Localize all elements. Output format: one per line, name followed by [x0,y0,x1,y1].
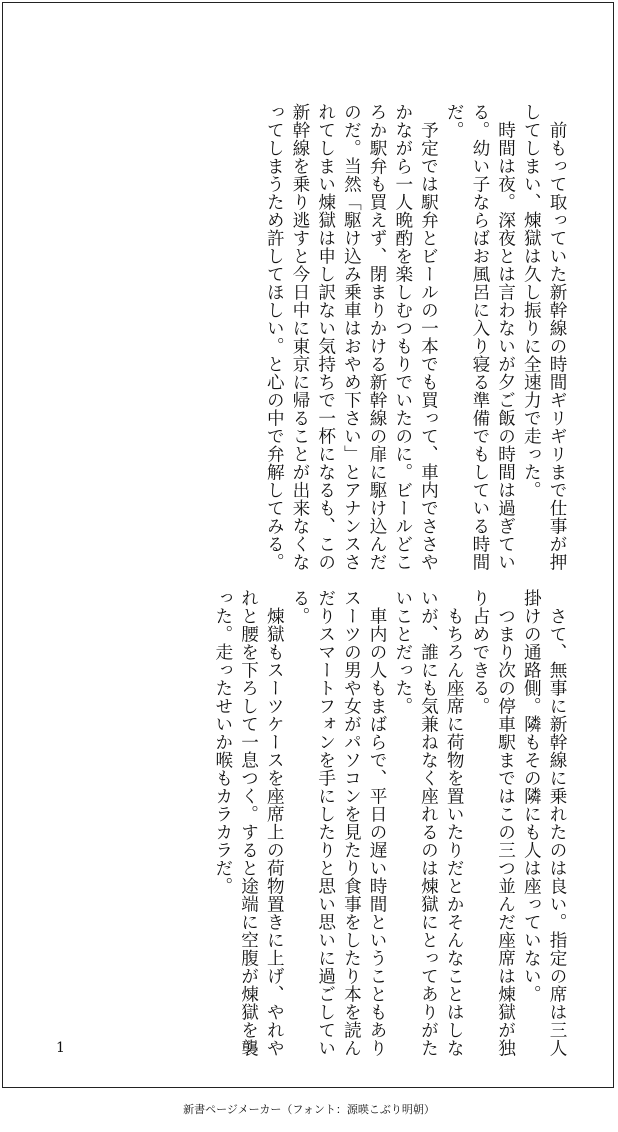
paragraph: 予定では駅弁とビールの一本でも買って、車内でささやかながら一人晩酌を楽しむつもりでいたのに。ビールどころか駅弁も買えず、閉まりかける新幹線の扉に駆け込んだのだ。当然「駆け込み乗車はおやめ下さい」とアナンスされてしまい煉獄は申し訳ない気持ちで一杯になるも、この新幹線を乗り逃すと今日中に東京に帰ることが出来なくなってしまうため許してほしい。と心の中で弁解してみる。 [264,103,439,571]
upper-text-block [71,103,569,581]
footer-credit: 新書ページメーカー（フォント：源暎こぶり明朝） [183,1103,435,1116]
paragraph: もちろん座席に荷物を置いたりだとかそんなことはしないが、誰にも気兼ねなく座れるのは煉獄にとってありがたいことだった。 [392,589,465,1057]
lower-text-block [71,589,569,1067]
page-number: 1 [56,1040,65,1056]
paragraph: 車内の人もまばらで、平日の遅い時間ということもありスーツの男や女がパソコンを見たり食事をしたり本を読んだりスマートフォンを手にしたりと思い思いに過ごしている。 [289,589,388,1057]
paragraph: 煉獄もスーツケースを座席上の荷物置きに上げ、やれやれと腰を下ろして一息つく。すると途端に空腹が煉獄を襲った。走ったせいか喉もカラカラだ。 [212,589,285,1057]
book-page [2,2,614,1088]
paragraph: 時間は夜。深夜とは言わないが夕ご飯の時間は過ぎている。幼い子ならばお風呂に入り寝る準備でもしている時間だ。 [444,103,516,571]
paragraph: 前もって取っていた新幹線の時間ギリギリまで仕事が押してしまい、煉獄は久し振りに全速力で走った。 [521,103,567,571]
paragraph: つまり次の停車駅まではこの三つ並んだ座席は煉獄が独り占めできる。 [469,589,516,1057]
paragraph: さて、無事に新幹線に乗れたのは良い。指定の席は三人掛けの通路側。隣もその隣にも人は座っていない。 [521,589,567,1057]
